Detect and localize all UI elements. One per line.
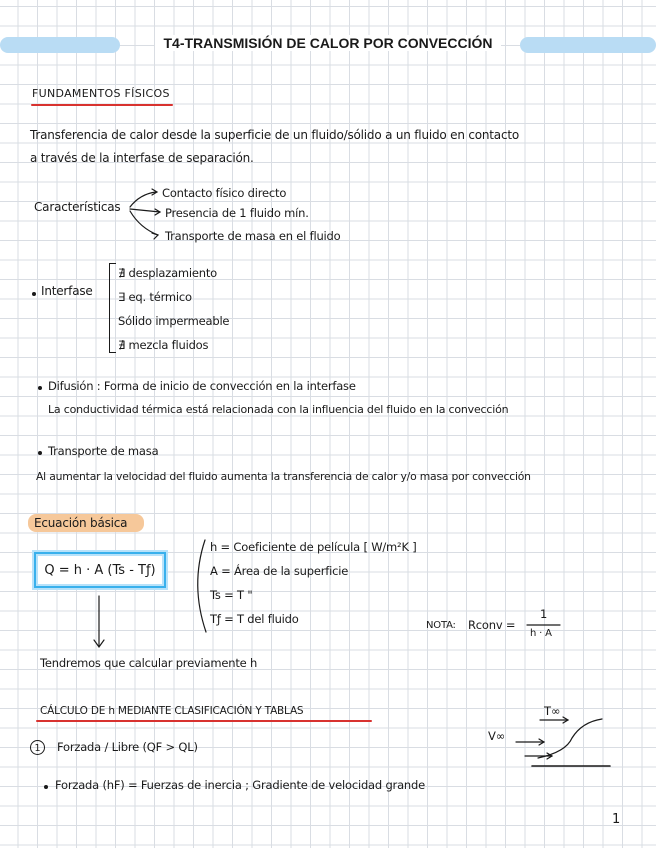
note-lhs: Rconv =	[468, 618, 516, 632]
arrow-icon	[130, 211, 158, 235]
forzada-text: Forzada (hF) = Fuerzas de inercia ; Gradiente de velocidad grande	[55, 778, 425, 792]
difusion-text: Difusión : Forma de inicio de convección en la interfase	[48, 379, 356, 393]
definition-h: h = Coeficiente de película [ W/m²K ]	[210, 540, 417, 554]
definition-line-2: a través de la interfase de separación.	[30, 151, 254, 165]
interfase-item: ∄ desplazamiento	[118, 266, 218, 280]
formula-text: Q = h · A (Ts - Tƒ)	[44, 562, 156, 578]
section-heading-calculo: CÁLCULO DE h MEDIANTE CLASIFICACIÓN Y TABLAS	[40, 705, 304, 717]
note-denominator: h · A	[530, 628, 552, 639]
transporte-text: Transporte de masa	[48, 444, 159, 458]
characteristic-item: Transporte de masa en el fluido	[165, 229, 341, 243]
note-numerator: 1	[540, 607, 548, 621]
transporte-detail: Al aumentar la velocidad del fluido aumenta la transferencia de calor y/o masa por convección	[36, 470, 531, 483]
arrowhead-icon	[152, 233, 158, 239]
page-title: T4-TRANSMISIÓN DE CALOR POR CONVECCIÓN	[0, 35, 656, 51]
definition-a: A = Área de la superficie	[210, 564, 349, 578]
section-heading-fundamentos: FUNDAMENTOS FÍSICOS	[32, 87, 170, 100]
item-text: Forzada / Libre (QF > QL)	[57, 740, 198, 754]
diagram-t-label: T∞	[544, 704, 561, 718]
diagram-v-label: V∞	[488, 729, 506, 743]
characteristics-label: Características	[34, 200, 121, 214]
characteristic-item: Contacto físico directo	[162, 186, 287, 200]
interfase-item: Sólido impermeable	[118, 314, 230, 328]
interfase-label: Interfase	[41, 284, 93, 298]
velocity-profile-curve	[538, 719, 602, 758]
page-number: 1	[612, 812, 621, 827]
interfase-item: ∄ mezcla fluidos	[118, 338, 209, 352]
note-label: NOTA:	[426, 620, 456, 631]
parenthesis-icon	[198, 540, 206, 632]
definition-tf: Tƒ = T del fluido	[210, 612, 299, 626]
characteristic-item: Presencia de 1 fluido mín.	[165, 206, 309, 220]
section-heading-ecuacion: Ecuación básica	[34, 516, 128, 530]
definition-ts: Ts = T "	[210, 588, 253, 602]
item-number-badge: 1	[30, 740, 45, 755]
interfase-item: ∃ eq. térmico	[118, 290, 192, 304]
definition-line-1: Transferencia de calor desde la superficie de un fluido/sólido a un fluido en contacto	[30, 128, 520, 142]
conclusion-text: Tendremos que calcular previamente h	[40, 656, 258, 670]
difusion-detail: La conductividad térmica está relacionada con la influencia del fluido en la convección	[48, 403, 509, 416]
